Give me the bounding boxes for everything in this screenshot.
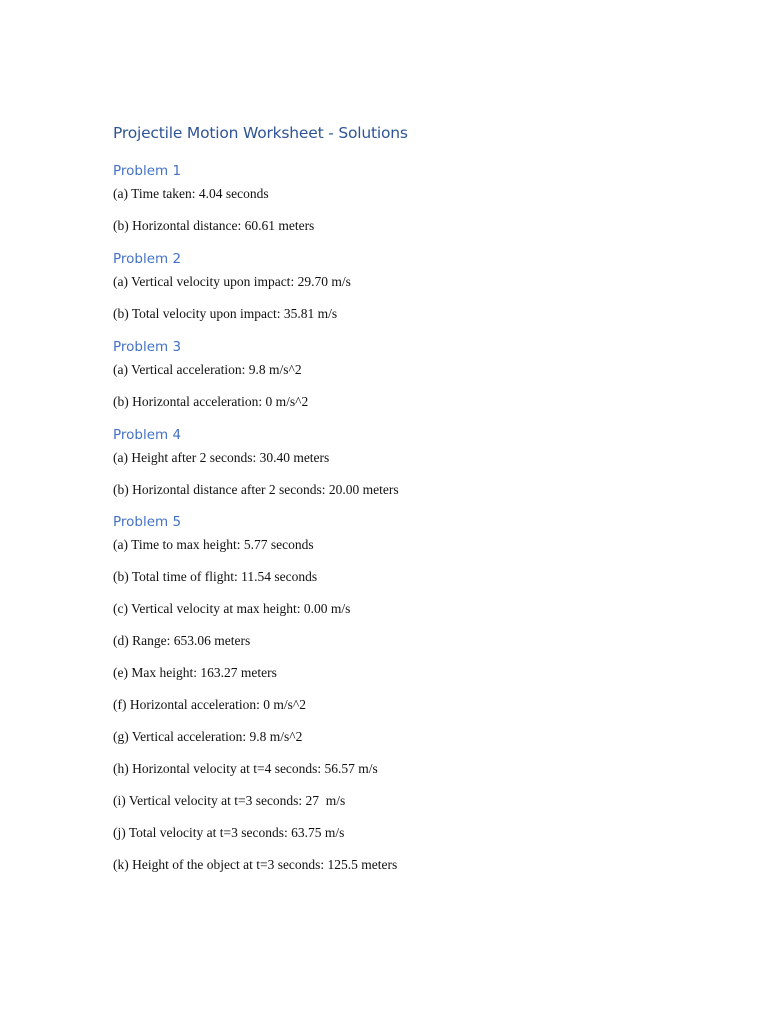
problem-4-heading: Problem 4 xyxy=(113,427,182,443)
problem-5-answer-k: (k) Height of the object at t=3 seconds: 125.5 meters xyxy=(113,857,398,872)
document-title: Projectile Motion Worksheet - Solutions xyxy=(113,124,408,142)
problem-5-heading: Problem 5 xyxy=(113,514,182,530)
problem-5-answer-g: (g) Vertical acceleration: 9.8 m/s^2 xyxy=(113,729,303,744)
problem-1-answer-a: (a) Time taken: 4.04 seconds xyxy=(113,186,269,201)
problem-5-answer-e: (e) Max height: 163.27 meters xyxy=(113,665,277,680)
problem-5-answer-d: (d) Range: 653.06 meters xyxy=(113,633,251,648)
problem-3-answer-b: (b) Horizontal acceleration: 0 m/s^2 xyxy=(113,394,309,409)
problem-3-heading: Problem 3 xyxy=(113,339,182,355)
problem-1-answer-b: (b) Horizontal distance: 60.61 meters xyxy=(113,218,315,233)
problem-5-answer-c: (c) Vertical velocity at max height: 0.00 m/s xyxy=(113,601,351,616)
problem-5-answer-f: (f) Horizontal acceleration: 0 m/s^2 xyxy=(113,697,307,712)
problem-1-heading: Problem 1 xyxy=(113,163,182,179)
problem-2-heading: Problem 2 xyxy=(113,251,182,267)
problem-4-answer-a: (a) Height after 2 seconds: 30.40 meters xyxy=(113,450,330,465)
problem-5-answer-h: (h) Horizontal velocity at t=4 seconds: 56.57 m/s xyxy=(113,761,378,776)
problem-3-answer-a: (a) Vertical acceleration: 9.8 m/s^2 xyxy=(113,362,302,377)
problem-4-answer-b: (b) Horizontal distance after 2 seconds: 20.00 meters xyxy=(113,482,399,497)
problem-5-answer-j: (j) Total velocity at t=3 seconds: 63.75 m/s xyxy=(113,825,345,840)
problem-5-answer-b: (b) Total time of flight: 11.54 seconds xyxy=(113,569,318,584)
problem-5-answer-a: (a) Time to max height: 5.77 seconds xyxy=(113,537,314,552)
problem-2-answer-b: (b) Total velocity upon impact: 35.81 m/s xyxy=(113,306,338,321)
problem-5-answer-i: (i) Vertical velocity at t=3 seconds: 27 m/s xyxy=(113,793,346,808)
problem-2-answer-a: (a) Vertical velocity upon impact: 29.70 m/s xyxy=(113,274,351,289)
